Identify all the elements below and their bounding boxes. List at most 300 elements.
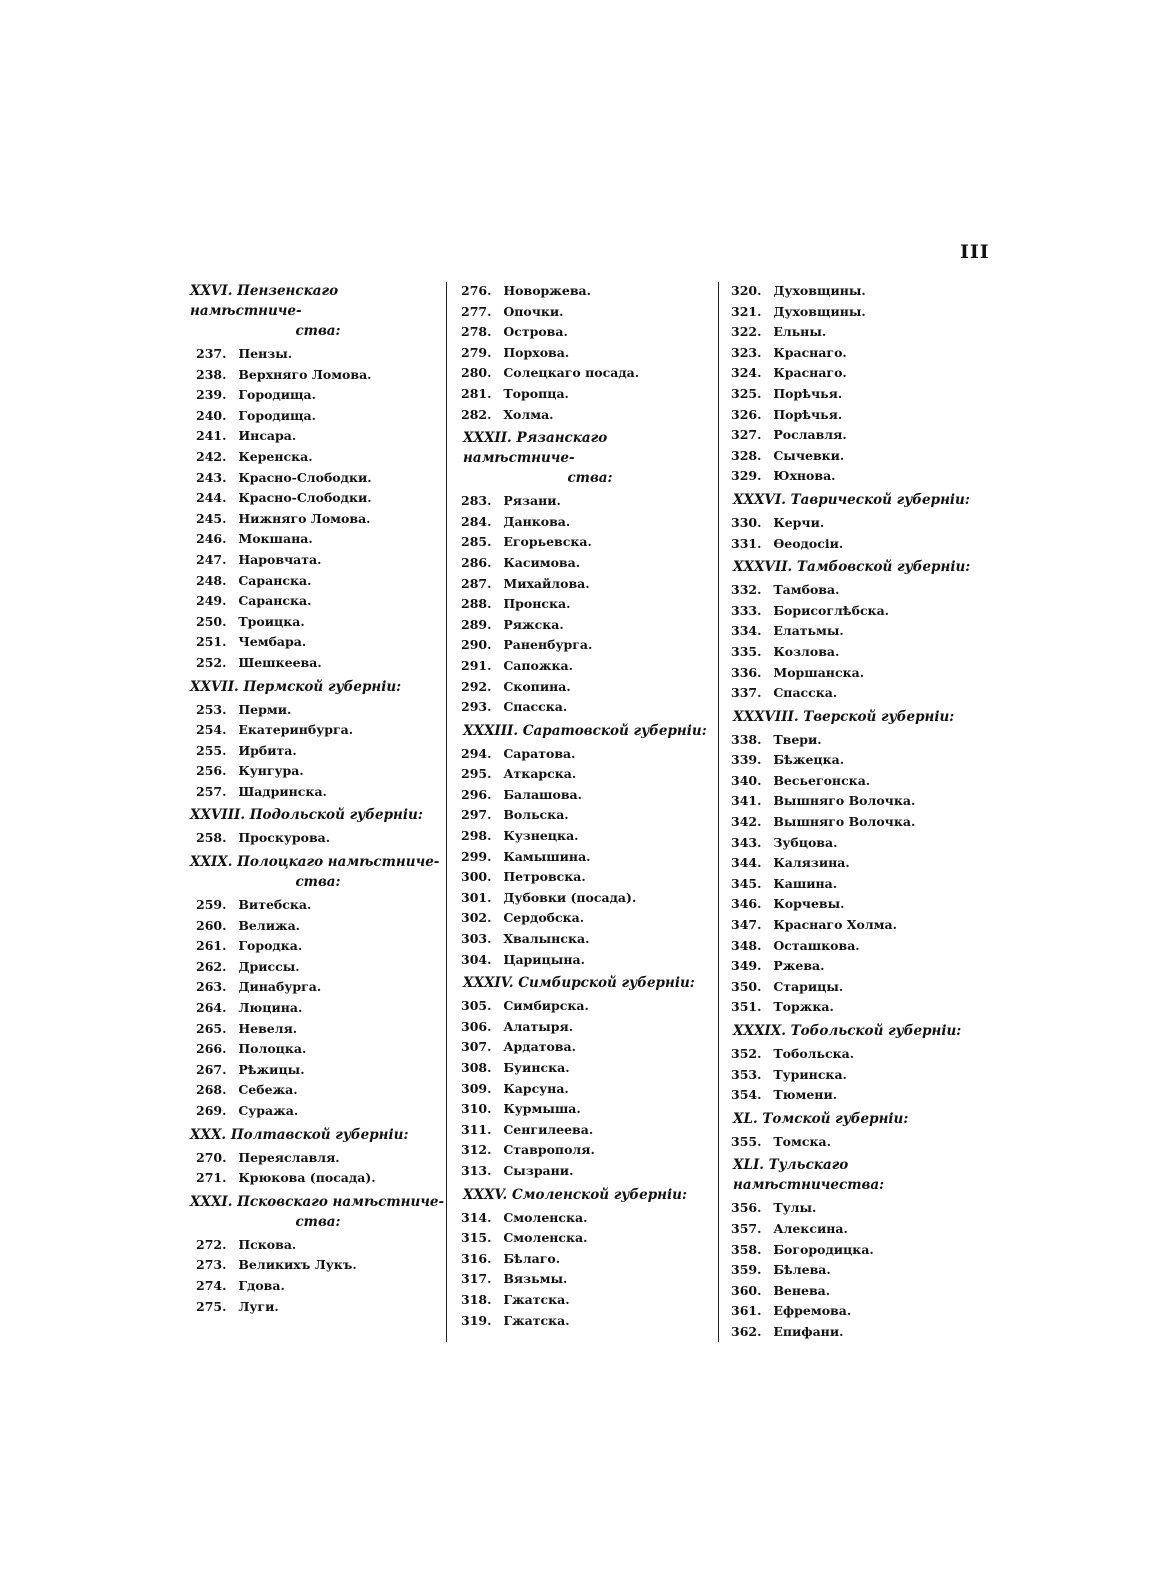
list-item	[455, 594, 717, 615]
entry-number: 265.	[196, 1020, 227, 1036]
entry-name: Осташкова.	[773, 937, 860, 953]
list-item	[455, 1037, 717, 1058]
list-item	[455, 929, 717, 950]
entry-name: Холма.	[503, 406, 554, 422]
entry-name: Туринска.	[773, 1066, 847, 1082]
list-item	[176, 720, 446, 741]
entry-name: Саранска.	[238, 572, 312, 588]
list-item	[725, 812, 987, 833]
list-item	[455, 697, 717, 718]
entry-name: Солецкаго посада.	[503, 365, 640, 381]
list-item	[455, 1311, 717, 1332]
entry-name: Смоленска.	[503, 1230, 588, 1246]
entry-name: Ардатова.	[503, 1039, 576, 1055]
entry-name: Венева.	[773, 1282, 831, 1298]
entry-number: 280.	[461, 365, 492, 381]
entry-name: Ѳеодосіи.	[773, 535, 844, 551]
entry-name: Юхнова.	[773, 468, 836, 484]
entry-name: Керенска.	[238, 448, 313, 464]
entry-number: 248.	[196, 572, 227, 588]
entry-name: Гжатска.	[503, 1312, 570, 1328]
column-3	[725, 281, 987, 1343]
entry-name: Вышняго Волочка.	[773, 793, 916, 809]
entry-name: Краснаго.	[773, 365, 847, 381]
list-item	[725, 853, 987, 874]
list-item	[725, 302, 987, 323]
list-item	[725, 915, 987, 936]
entry-number: 359.	[731, 1262, 762, 1278]
entry-number: 272.	[196, 1236, 227, 1252]
list-item	[176, 612, 446, 633]
section-heading	[725, 1106, 987, 1132]
entry-number: 246.	[196, 531, 227, 547]
entry-name: Духовщины.	[773, 283, 866, 298]
entry-number: 251.	[196, 634, 227, 650]
entry-number: 321.	[731, 303, 762, 319]
section-heading	[725, 554, 987, 580]
list-item	[176, 632, 446, 653]
entry-name: Красно-Слободки.	[238, 469, 372, 485]
list-item	[176, 828, 446, 849]
entry-name: Сапожка.	[503, 657, 573, 673]
list-item	[455, 996, 717, 1017]
entry-number: 356.	[731, 1200, 762, 1216]
entry-name: Тулы.	[773, 1200, 817, 1216]
list-item	[455, 322, 717, 343]
entry-name: Перми.	[238, 701, 292, 717]
entry-name: Порѣчья.	[773, 406, 843, 422]
list-item	[455, 1140, 717, 1161]
list-item	[455, 343, 717, 364]
entry-number: 254.	[196, 722, 227, 738]
entry-name: Новоржева.	[503, 283, 591, 298]
entry-name: Камышина.	[503, 848, 591, 864]
entry-number: 289.	[461, 616, 492, 632]
entry-number: 326.	[731, 406, 762, 422]
entry-number: 324.	[731, 365, 762, 381]
list-item	[725, 513, 987, 534]
entry-name: Рославля.	[773, 427, 847, 443]
entry-number: 260.	[196, 917, 227, 933]
list-item	[455, 1120, 717, 1141]
entry-name: Витебска.	[238, 897, 312, 913]
entry-name: Буинска.	[503, 1060, 570, 1075]
entry-number: 290.	[461, 637, 492, 653]
entry-name: Томска.	[773, 1133, 831, 1149]
entry-name: Городища.	[238, 387, 316, 403]
section-heading-text: XXVI. Пензенскаго намѣстниче-	[190, 283, 339, 319]
entry-number: 308.	[461, 1060, 492, 1075]
entry-number: 242.	[196, 448, 227, 464]
entry-name: Красно-Слободки.	[238, 490, 372, 506]
list-item	[176, 1039, 446, 1060]
entry-name: Рѣжицы.	[238, 1061, 305, 1077]
entry-number: 323.	[731, 344, 762, 360]
entry-name: Переяславля.	[238, 1149, 340, 1165]
column-body	[176, 281, 446, 1317]
entry-number: 351.	[731, 999, 762, 1015]
section-heading-continuation: ства:	[295, 323, 341, 339]
entry-name: Сердобска.	[503, 910, 585, 926]
entry-name: Нижняго Ломова.	[238, 510, 371, 526]
entry-name: Бѣлаго.	[503, 1250, 561, 1266]
entry-name: Аткарска.	[503, 766, 577, 782]
list-item	[176, 782, 446, 803]
list-item	[725, 1065, 987, 1086]
entry-number: 334.	[731, 623, 762, 639]
entry-number: 325.	[731, 385, 762, 401]
list-item	[176, 426, 446, 447]
list-item	[176, 488, 446, 509]
list-item	[725, 642, 987, 663]
column-body	[455, 281, 717, 1331]
entry-name: Епифани.	[773, 1323, 844, 1339]
section-heading-text: XXXIV. Симбирской губерніи:	[463, 975, 695, 992]
entry-name: Суража.	[238, 1103, 299, 1118]
list-item	[176, 447, 446, 468]
entry-number: 350.	[731, 978, 762, 994]
entry-name: Вышняго Волочка.	[773, 814, 916, 830]
entry-name: Дриссы.	[238, 958, 300, 974]
entry-number: 320.	[731, 283, 762, 298]
list-item	[455, 950, 717, 971]
entry-name: Тобольска.	[773, 1046, 855, 1061]
section-heading-text: XL. Томской губерніи:	[733, 1110, 909, 1127]
list-item	[455, 1161, 717, 1182]
entry-number: 250.	[196, 613, 227, 629]
list-item	[725, 1198, 987, 1219]
list-item	[725, 1281, 987, 1302]
entry-name: Елатьмы.	[773, 623, 844, 639]
entry-number: 317.	[461, 1271, 492, 1287]
entry-number: 277.	[461, 303, 492, 319]
entry-number: 271.	[196, 1170, 227, 1186]
entry-number: 353.	[731, 1066, 762, 1082]
entry-name: Скопина.	[503, 678, 571, 694]
entry-number: 303.	[461, 931, 492, 947]
entry-number: 285.	[461, 534, 492, 550]
section-heading-text: XXXVI. Таврической губерніи:	[733, 491, 970, 508]
entry-name: Краснаго Холма.	[773, 917, 897, 933]
list-item	[725, 466, 987, 487]
entry-name: Бѣжецка.	[773, 752, 845, 768]
list-item	[725, 1240, 987, 1261]
entry-name: Михайлова.	[503, 575, 590, 591]
column-body	[725, 281, 987, 1343]
entry-number: 282.	[461, 406, 492, 422]
entry-number: 239.	[196, 387, 227, 403]
entry-number: 339.	[731, 752, 762, 768]
entry-name: Рязани.	[503, 493, 561, 509]
list-item	[455, 1099, 717, 1120]
section-heading	[176, 674, 446, 700]
entry-name: Луги.	[238, 1298, 279, 1314]
entry-number: 306.	[461, 1018, 492, 1034]
entry-name: Крюкова (посада).	[238, 1170, 376, 1186]
column-2	[455, 281, 717, 1331]
list-item	[725, 956, 987, 977]
list-item	[176, 741, 446, 762]
entry-name: Касимова.	[503, 554, 581, 570]
entry-number: 312.	[461, 1142, 492, 1158]
entry-name: Сызрани.	[503, 1162, 574, 1178]
entry-name: Спасска.	[773, 685, 838, 701]
list-item	[176, 1148, 446, 1169]
list-item	[725, 874, 987, 895]
entry-number: 307.	[461, 1039, 492, 1055]
entry-number: 284.	[461, 513, 492, 529]
entry-name: Богородицка.	[773, 1241, 874, 1257]
list-item	[725, 621, 987, 642]
entry-name: Городка.	[238, 938, 303, 954]
entry-number: 252.	[196, 654, 227, 670]
entry-number: 340.	[731, 772, 762, 788]
list-item	[725, 771, 987, 792]
entry-number: 268.	[196, 1082, 227, 1098]
list-item	[455, 1058, 717, 1079]
entry-name: Керчи.	[773, 514, 825, 530]
entry-number: 298.	[461, 828, 492, 844]
entry-name: Шешкеева.	[238, 654, 322, 670]
list-item	[455, 656, 717, 677]
list-item	[725, 343, 987, 364]
list-item	[725, 534, 987, 555]
entry-name: Чембара.	[238, 634, 307, 650]
list-item	[455, 635, 717, 656]
entry-name: Твери.	[773, 731, 822, 747]
entry-name: Царицына.	[503, 951, 585, 967]
list-item	[455, 888, 717, 909]
list-item	[725, 1322, 987, 1343]
list-item	[725, 833, 987, 854]
entry-name: Сычевки.	[773, 447, 845, 463]
entry-number: 305.	[461, 998, 492, 1014]
entry-number: 322.	[731, 324, 762, 340]
section-heading	[455, 970, 717, 996]
entry-number: 295.	[461, 766, 492, 782]
entry-number: 345.	[731, 875, 762, 891]
entry-name: Сенгилеева.	[503, 1121, 594, 1137]
entry-number: 261.	[196, 938, 227, 954]
list-item	[455, 532, 717, 553]
entry-number: 241.	[196, 428, 227, 444]
list-item	[176, 385, 446, 406]
entry-name: Краснаго.	[773, 344, 847, 360]
list-item	[725, 405, 987, 426]
section-heading	[725, 1018, 987, 1044]
list-item	[455, 574, 717, 595]
list-item	[725, 1132, 987, 1153]
entry-name: Ефремова.	[773, 1303, 852, 1319]
entry-number: 286.	[461, 554, 492, 570]
list-item	[176, 895, 446, 916]
section-heading	[176, 281, 446, 344]
entry-number: 352.	[731, 1046, 762, 1061]
entry-number: 293.	[461, 699, 492, 715]
entry-name: Мокшана.	[238, 531, 313, 547]
entry-name: Себежа.	[238, 1082, 298, 1098]
entry-name: Кашина.	[773, 875, 838, 891]
entry-number: 274.	[196, 1277, 227, 1293]
entry-name: Динабурга.	[238, 979, 322, 995]
list-item	[455, 1249, 717, 1270]
entry-number: 336.	[731, 664, 762, 680]
section-heading	[176, 1122, 446, 1148]
entry-name: Торжка.	[773, 999, 834, 1015]
entry-name: Порхова.	[503, 344, 570, 360]
entry-name: Козлова.	[773, 643, 840, 659]
entry-name: Духовщины.	[773, 303, 866, 319]
entry-number: 283.	[461, 493, 492, 509]
entry-number: 362.	[731, 1323, 762, 1339]
entry-number: 302.	[461, 910, 492, 926]
list-item	[176, 1060, 446, 1081]
list-item	[725, 1301, 987, 1322]
entry-number: 329.	[731, 468, 762, 484]
column-divider	[718, 282, 719, 1342]
entry-name: Весьегонска.	[773, 772, 871, 788]
entry-number: 240.	[196, 407, 227, 423]
list-item	[176, 344, 446, 365]
entry-number: 259.	[196, 897, 227, 913]
list-item	[176, 1080, 446, 1101]
entry-number: 355.	[731, 1133, 762, 1149]
section-heading	[176, 802, 446, 828]
entry-name: Торопца.	[503, 385, 569, 401]
list-item	[455, 1290, 717, 1311]
entry-number: 296.	[461, 786, 492, 802]
entry-name: Курмыша.	[503, 1101, 581, 1117]
entry-number: 315.	[461, 1230, 492, 1246]
entry-number: 292.	[461, 678, 492, 694]
entry-number: 300.	[461, 869, 492, 885]
section-heading	[455, 425, 717, 491]
entry-name: Кузнецка.	[503, 828, 579, 844]
list-item	[725, 580, 987, 601]
entry-number: 310.	[461, 1101, 492, 1117]
list-item	[725, 322, 987, 343]
entry-name: Полоцка.	[238, 1041, 307, 1057]
entry-number: 314.	[461, 1209, 492, 1225]
entry-number: 291.	[461, 657, 492, 673]
list-item	[725, 936, 987, 957]
entry-name: Велижа.	[238, 917, 301, 933]
entry-number: 262.	[196, 958, 227, 974]
list-item	[176, 998, 446, 1019]
entry-number: 349.	[731, 958, 762, 974]
entry-name: Ставрополя.	[503, 1142, 595, 1158]
entry-number: 304.	[461, 951, 492, 967]
entry-name: Пскова.	[238, 1236, 297, 1252]
entry-number: 309.	[461, 1080, 492, 1096]
list-item	[455, 1208, 717, 1229]
list-item	[455, 677, 717, 698]
section-heading-text: XXX. Полтавской губерніи:	[190, 1126, 409, 1143]
entry-name: Инсара.	[238, 428, 297, 444]
list-item	[176, 936, 446, 957]
entry-name: Ирбита.	[238, 742, 297, 758]
section-heading-text: XXVII. Пермской губерніи:	[190, 678, 402, 695]
entry-name: Городища.	[238, 407, 316, 423]
list-item	[176, 916, 446, 937]
list-item	[176, 468, 446, 489]
entry-name: Тюмени.	[773, 1087, 838, 1103]
entry-number: 238.	[196, 366, 227, 382]
list-item	[455, 744, 717, 765]
entry-name: Троицка.	[238, 613, 305, 629]
entry-number: 237.	[196, 346, 227, 361]
section-heading	[176, 849, 446, 895]
entry-number: 330.	[731, 514, 762, 530]
entry-name: Саранска.	[238, 593, 312, 609]
list-item	[455, 281, 717, 302]
entry-number: 319.	[461, 1312, 492, 1328]
list-item	[176, 1255, 446, 1276]
entry-number: 264.	[196, 1000, 227, 1016]
entry-name: Петровска.	[503, 869, 586, 885]
list-item	[176, 653, 446, 674]
list-item	[176, 529, 446, 550]
entry-number: 358.	[731, 1241, 762, 1257]
list-item	[176, 591, 446, 612]
section-heading-text: XXIX. Полоцкаго намѣстниче-	[190, 854, 440, 871]
entry-name: Невеля.	[238, 1020, 298, 1036]
entry-name: Смоленска.	[503, 1209, 588, 1225]
list-item	[725, 663, 987, 684]
list-item	[455, 363, 717, 384]
entry-number: 249.	[196, 593, 227, 609]
entry-number: 327.	[731, 427, 762, 443]
entry-number: 267.	[196, 1061, 227, 1077]
section-heading-continuation: ства:	[567, 470, 613, 487]
list-item	[176, 977, 446, 998]
list-item	[176, 365, 446, 386]
entry-name: Ряжска.	[503, 616, 564, 632]
list-item	[455, 826, 717, 847]
list-item	[455, 908, 717, 929]
list-item	[176, 1019, 446, 1040]
list-item	[725, 730, 987, 751]
entry-number: 343.	[731, 834, 762, 850]
entry-name: Проскурова.	[238, 830, 331, 846]
entry-name: Алексина.	[773, 1220, 848, 1236]
entry-number: 316.	[461, 1250, 492, 1266]
entry-number: 279.	[461, 344, 492, 360]
entry-number: 297.	[461, 807, 492, 823]
entry-number: 299.	[461, 848, 492, 864]
entry-number: 281.	[461, 385, 492, 401]
entry-name: Люцина.	[238, 1000, 303, 1016]
entry-name: Балашова.	[503, 786, 582, 802]
list-item	[725, 791, 987, 812]
entry-name: Старицы.	[773, 978, 844, 994]
entry-name: Корчевы.	[773, 896, 845, 912]
entry-name: Ржева.	[773, 958, 825, 974]
list-item	[455, 512, 717, 533]
entry-name: Великихъ Лукъ.	[238, 1257, 357, 1273]
entry-number: 354.	[731, 1087, 762, 1103]
column-divider	[446, 282, 447, 1342]
list-item	[455, 384, 717, 405]
section-heading-continuation: ства:	[295, 1213, 341, 1230]
entry-name: Гдова.	[238, 1277, 285, 1293]
list-item	[176, 1235, 446, 1256]
entry-number: 273.	[196, 1257, 227, 1273]
entry-number: 341.	[731, 793, 762, 809]
entry-name: Раненбурга.	[503, 637, 593, 653]
entry-number: 332.	[731, 582, 762, 598]
section-heading-continuation: ства:	[295, 874, 341, 891]
